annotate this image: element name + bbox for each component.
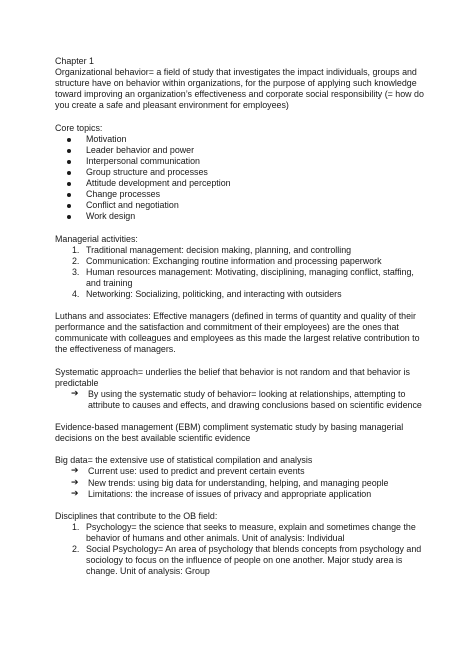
list-item-text: Attitude development and perception	[86, 178, 231, 189]
list-item-text: Limitations: the increase of issues of privacy and appropriate application	[88, 488, 372, 499]
list-item	[55, 466, 430, 477]
list-item	[55, 478, 430, 489]
bullet-icon	[67, 149, 71, 153]
list-item	[55, 245, 430, 256]
list-number: 2.	[72, 255, 80, 266]
ebm-paragraph: Evidence-based management (EBM) compliment systematic study by basing managerial decisions on the best available scientific evidence	[55, 422, 404, 444]
spacer	[55, 111, 430, 122]
list-item-text: Networking: Socializing, politicking, and interacting with outsiders	[86, 288, 342, 299]
list-item-text: Group structure and processes	[86, 166, 208, 177]
list-item-text: Change processes	[86, 189, 161, 200]
bullet-icon	[67, 171, 71, 175]
list-item-text: Traditional management: decision making, planning, and controlling	[86, 244, 352, 255]
spacer	[55, 411, 430, 422]
list-item	[55, 178, 430, 189]
list-item-text: Communication: Exchanging routine information and processing paperwork	[86, 255, 382, 266]
list-number: 2.	[72, 544, 80, 555]
bullet-icon	[67, 160, 71, 164]
right-arrow-icon: ➔	[71, 388, 79, 399]
bullet-icon	[67, 204, 71, 208]
right-arrow-icon: ➔	[71, 477, 79, 488]
list-item-text: Work design	[86, 211, 136, 222]
list-item	[55, 156, 430, 167]
chapter-title: Chapter 1	[55, 56, 94, 66]
document-content	[55, 56, 430, 577]
list-item	[55, 134, 430, 145]
list-number: 3.	[72, 266, 80, 277]
list-number: 1.	[72, 244, 80, 255]
list-item-text: Conflict and negotiation	[86, 200, 179, 211]
list-item-text: Motivation	[86, 133, 127, 144]
list-item	[55, 544, 430, 577]
list-item-text: Human resources management: Motivating, disciplining, managing conflict, staffing, and training	[86, 266, 414, 288]
list-item-text: By using the systematic study of behavior= looking at relationships, attempting to attribute to causes and effects, and drawing conclusions based on scientific evidence	[88, 388, 422, 410]
list-item-text: Leader behavior and power	[86, 144, 195, 155]
list-item-text: Psychology= the science that seeks to measure, explain and sometimes change the behavior of humans and other animals. Unit of analysis: Individual	[86, 521, 416, 544]
list-number: 1.	[72, 521, 80, 532]
list-item	[55, 389, 430, 411]
spacer	[55, 300, 430, 311]
spacer	[55, 222, 430, 233]
core-topics-list	[55, 134, 430, 223]
luthans-paragraph: Luthans and associates: Effective managers (defined in terms of quantity and quality of their performance and the satisfaction and commitment of their employees) are the ones that communicate with colleagues and employees as this made the largest relative contribution to the effectiveness of managers.	[55, 311, 420, 355]
managerial-activities-list	[55, 245, 430, 300]
disciplines-heading: Disciplines that contribute to the OB field:	[55, 510, 218, 521]
list-item	[55, 289, 430, 300]
right-arrow-icon: ➔	[71, 488, 79, 499]
ob-definition: Organizational behavior= a field of study that investigates the impact individuals, groups and structure have on behavior within organizations, for the purpose of applying such knowledge toward improving an organization’s effectiveness and corporate social responsibility (= how do you create a safe and pleasant environment for employees)	[55, 67, 424, 111]
managerial-activities-heading: Managerial activities:	[55, 233, 138, 244]
list-item-text: Interpersonal communication	[86, 155, 200, 166]
list-item	[55, 167, 430, 178]
list-item	[55, 267, 430, 289]
list-item	[55, 256, 430, 267]
spacer	[55, 500, 430, 511]
spacer	[55, 356, 430, 367]
list-item	[55, 489, 430, 500]
big-data-arrow-list	[55, 466, 430, 499]
systematic-approach-paragraph: Systematic approach= underlies the belief that behavior is not random and that behavior is predictable	[55, 366, 410, 388]
bullet-icon	[67, 193, 71, 197]
bullet-icon	[67, 182, 71, 186]
bullet-icon	[67, 138, 71, 142]
spacer	[55, 444, 430, 455]
bullet-icon	[67, 215, 71, 219]
list-item	[55, 200, 430, 211]
big-data-paragraph: Big data= the extensive use of statistical compilation and analysis	[55, 455, 313, 466]
disciplines-list	[55, 522, 430, 577]
list-item-text: New trends: using big data for understanding, helping, and managing people	[88, 477, 389, 488]
systematic-arrow-list	[55, 389, 430, 411]
right-arrow-icon: ➔	[71, 466, 79, 477]
list-item	[55, 189, 430, 200]
list-item	[55, 522, 430, 544]
list-number: 4.	[72, 288, 80, 299]
list-item	[55, 211, 430, 222]
list-item-text: Social Psychology= An area of psychology that blends concepts from psychology and sociology to focus on the influence of people on one another. Major study area is change. Unit of analysis: Group	[86, 544, 422, 577]
core-topics-heading: Core topics:	[55, 122, 103, 133]
list-item-text: Current use: used to predict and prevent certain events	[88, 466, 305, 477]
list-item	[55, 145, 430, 156]
